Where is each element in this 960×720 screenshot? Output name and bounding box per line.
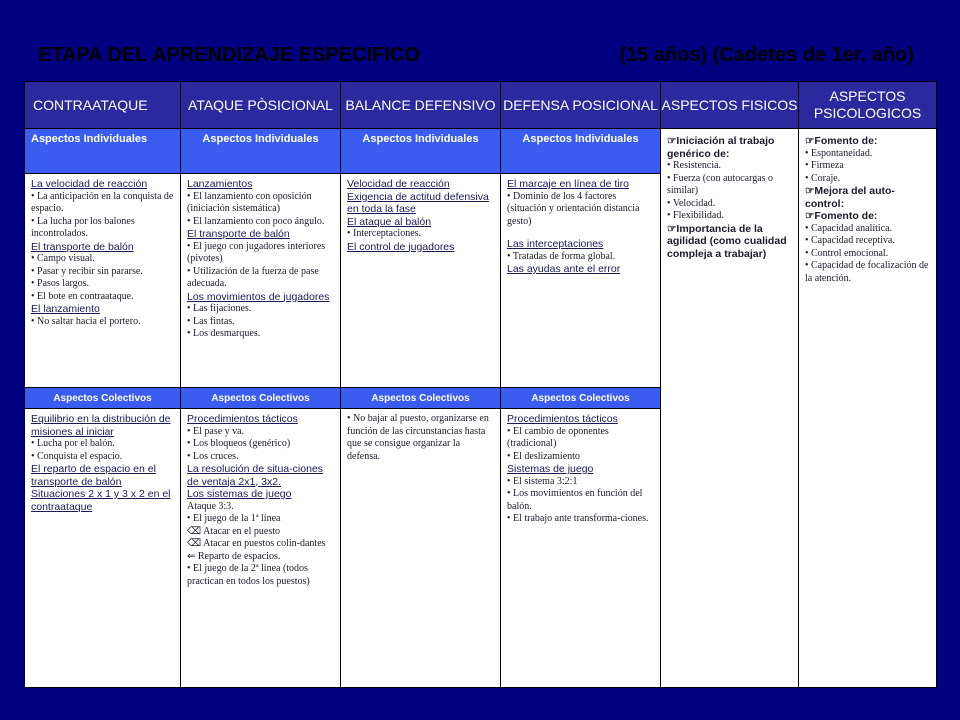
contraataque-individual-cell (25, 174, 181, 388)
balance-individual-cell (341, 174, 501, 388)
list-item: • No bajar al puesto, organizarse en función de las circunstancias hasta que se consigue organizar la defensa. (347, 413, 489, 462)
header-aspectos-psicologicos: ASPECTOS PSICOLOGICOS (799, 82, 937, 129)
section-heading: Los movimientos de jugadores (187, 290, 330, 303)
list-item: ⌫ Atacar en el puesto (187, 525, 280, 537)
list-item: • El juego de la 1ª línea (187, 513, 281, 524)
header-row (25, 82, 937, 129)
ataque-colectivo-cell (181, 409, 341, 688)
section-heading: El transporte de balón (31, 240, 134, 253)
subheader-individual-1: Aspectos Individuales (25, 129, 181, 174)
section-heading: Procedimientos tácticos (507, 413, 618, 425)
list-item: • Control emocional. (805, 247, 889, 259)
list-item: • Capacidad de focalización de la atención. (805, 260, 929, 284)
section-heading: Sistemas de juego (507, 463, 594, 475)
subheader-colectivo-4: Aspectos Colectivos (501, 388, 661, 409)
list-item: • Velocidad. (667, 197, 716, 209)
list-item: • Los cruces. (187, 450, 239, 462)
list-item: ☞Fomento de: (805, 210, 878, 222)
list-item: • El juego con jugadores interiores (pivotes) (187, 240, 326, 264)
header-aspectos-fisicos: ASPECTOS FISICOS (661, 82, 799, 129)
list-item: • El bote en contraataque. (31, 290, 134, 302)
section-heading: El transporte de balón (187, 228, 290, 240)
section-heading: La resolución de situa-ciones de ventaja 2x1, 3x2. (187, 463, 323, 488)
page-title: ETAPA DEL APRENDIZAJE ESPECIFICO (38, 44, 420, 66)
list-item: • Los desmarques. (187, 328, 261, 339)
list-item: • Resistencia. (667, 160, 722, 171)
list-item: • Pasos largos. (31, 278, 90, 289)
balance-colectivo-cell (341, 409, 501, 688)
list-item: • El lanzamiento con poco ángulo. (187, 215, 325, 227)
section-heading: Las ayudas ante el error (507, 263, 621, 275)
section-heading: La velocidad de reacción (31, 178, 148, 190)
list-item: • No saltar hacia el portero. (31, 315, 141, 327)
list-item: • Capacidad analítica. (805, 222, 893, 234)
list-item: • Los bloqueos (genérico) (187, 438, 291, 449)
header-balance-defensivo: BALANCE DEFENSIVO (341, 82, 501, 129)
list-item: ☞Mejora del auto-control: (805, 185, 895, 210)
list-item: • Espontaneidad. (805, 147, 873, 159)
section-heading: Las interceptaciones (507, 238, 604, 250)
list-item: • Interceptaciones. (347, 228, 422, 239)
list-item: • Pasar y recibir sin pararse. (31, 265, 143, 277)
list-item: • Flexibilidad. (667, 210, 724, 221)
subheader-individual-3: Aspectos Individuales (341, 129, 501, 174)
list-item: • Capacidad receptiva. (805, 235, 895, 246)
subheader-individual-row (25, 129, 937, 174)
list-item: • El deslizamiento (507, 450, 580, 462)
list-item: • Las fijaciones. (187, 303, 252, 314)
list-item: • Los movimientos en función del balón. (507, 488, 643, 512)
list-item (507, 228, 654, 238)
page-subtitle: (15 años) (Cadetes de 1er. año) (619, 44, 914, 66)
list-item: • La lucha por los balones incontrolados. (31, 215, 135, 239)
list-item: • Tratadas de forma global. (507, 250, 616, 262)
contraataque-colectivo-cell (25, 409, 181, 688)
subheader-individual-4: Aspectos Individuales (501, 129, 661, 174)
list-item: • El trabajo ante transforma-ciones. (507, 513, 649, 524)
list-item: • Coraje. (805, 172, 841, 184)
subheader-individual-2: Aspectos Individuales (181, 129, 341, 174)
header-contraataque: CONTRAATAQUE (25, 82, 181, 129)
list-item: • El pase y va. (187, 425, 245, 437)
section-heading: Velocidad de reacción (347, 178, 450, 190)
list-item: • El sistema 3:2:1 (507, 475, 578, 487)
section-heading: Los sistemas de juego (187, 488, 292, 500)
list-item: • El lanzamiento con oposición (iniciación sistemática) (187, 190, 312, 214)
section-heading: El marcaje en línea de tiro (507, 178, 629, 190)
defensa-individual-cell (501, 174, 661, 388)
list-item: • Las fintas. (187, 315, 235, 327)
title-row (38, 44, 918, 74)
list-item: ☞Importancia de la agilidad (como cualidad compleja a trabajar) (667, 222, 787, 260)
header-defensa-posicional: DEFENSA POSICIONAL (501, 82, 661, 129)
list-item: • Utilización de la fuerza de pase adecuada. (187, 265, 319, 289)
list-item: Ataque 3:3. (187, 500, 234, 512)
section-heading: Exigencia de actitud defensiva en toda la fase (347, 190, 489, 215)
aspectos-fisicos-cell (661, 129, 799, 688)
list-item: • Dominio de los 4 factores (situación y orientación distancia gesto) (507, 190, 640, 227)
subheader-colectivo-3: Aspectos Colectivos (341, 388, 501, 409)
section-heading: El reparto de espacio en el transporte de balón (31, 463, 156, 488)
subheader-colectivo-2: Aspectos Colectivos (181, 388, 341, 409)
ataque-individual-cell (181, 174, 341, 388)
section-heading: Equilibrio en la distribución de misiones al iniciar (31, 413, 171, 438)
list-item: • Lucha por el balón. (31, 438, 115, 449)
content-table (24, 81, 937, 688)
section-heading: El lanzamiento (31, 303, 100, 315)
header-ataque-posicional: ATAQUE PÒSICIONAL (181, 82, 341, 129)
section-heading: Procedimientos tácticos (187, 413, 298, 425)
list-item: • Fuerza (con autocargas o similar) (667, 172, 774, 196)
aspectos-psicologicos-cell (799, 129, 937, 688)
section-heading: El ataque al balón (347, 215, 432, 228)
section-heading: Situaciones 2 x 1 y 3 x 2 en el contraataque (31, 488, 171, 513)
list-item: ⌫ Atacar en puestos colin-dantes ⇐ Reparto de espacios. (187, 538, 326, 562)
list-item: • La anticipación en la conquista de espacio. (31, 190, 174, 214)
list-item: • Campo visual. (31, 253, 95, 264)
section-heading: Lanzamientos (187, 178, 253, 190)
list-item: • Conquista el espacio. (31, 450, 123, 462)
defensa-colectivo-cell (501, 409, 661, 688)
list-item: • El juego de la 2ª línea (todos practican en todos los puestos) (187, 563, 310, 587)
section-heading: El control de jugadores (347, 240, 455, 253)
subheader-colectivo-1: Aspectos Colectivos (25, 388, 181, 409)
list-item: • Firmeza (805, 160, 844, 171)
list-item: ☞Fomento de: (805, 135, 878, 147)
list-item: • El cambio de oponentes (tradicional) (507, 425, 609, 449)
list-item: ☞Iniciación al trabajo genérico de: (667, 135, 775, 160)
